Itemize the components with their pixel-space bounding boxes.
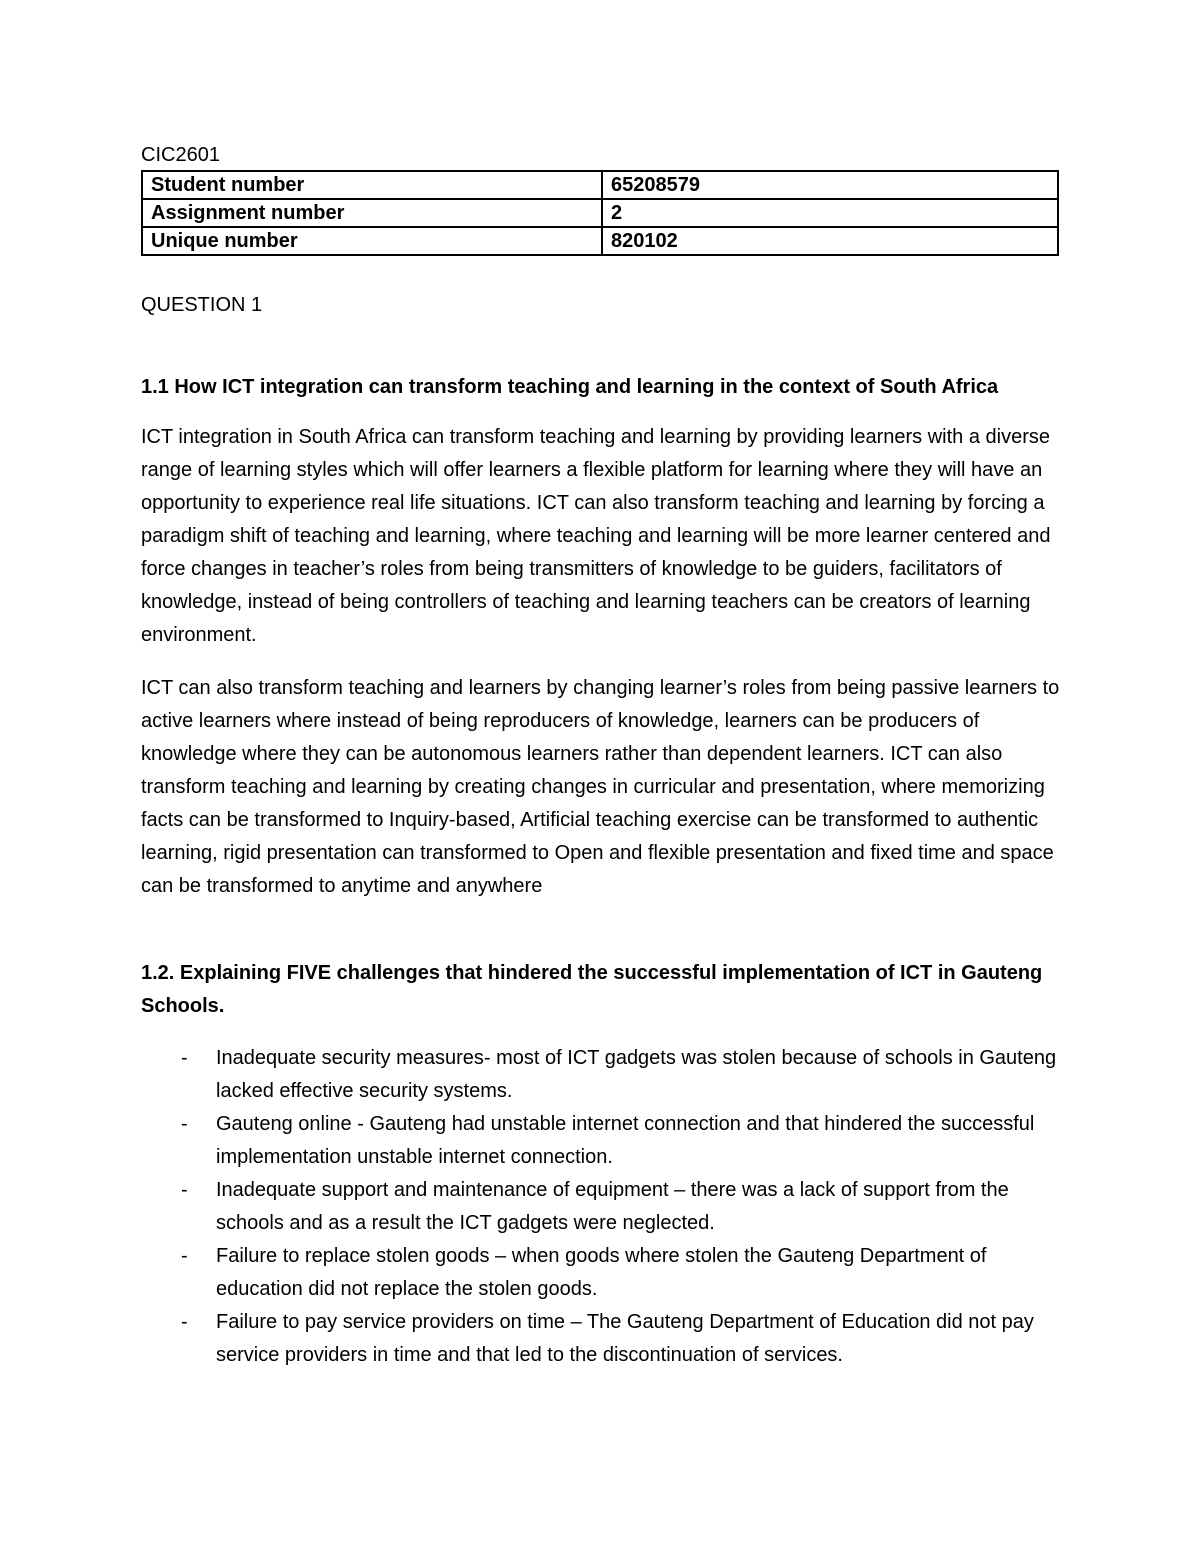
course-code: CIC2601 bbox=[141, 144, 220, 166]
list-item-text: Gauteng online - Gauteng had unstable internet connection and that hindered the successful implementation unstable internet connection. bbox=[216, 1113, 1035, 1168]
list-item-text: Failure to replace stolen goods – when goods where stolen the Gauteng Department of education did not replace the stolen goods. bbox=[216, 1245, 987, 1300]
list-item bbox=[141, 1108, 1061, 1174]
section-1-2-heading: 1.2. Explaining FIVE challenges that hindered the successful implementation of ICT in Gauteng Schools. bbox=[141, 962, 1043, 1017]
bullet-dash: - bbox=[181, 1311, 188, 1333]
list-item bbox=[141, 1042, 1061, 1108]
list-item bbox=[141, 1174, 1061, 1240]
list-item-text: Failure to pay service providers on time – The Gauteng Department of Education did not pay service providers in time and that led to the discontinuation of services. bbox=[216, 1311, 1034, 1366]
table-cell-label: Student number bbox=[142, 171, 602, 199]
table-cell-value: 2 bbox=[602, 199, 1058, 227]
body-paragraph: ICT integration in South Africa can transform teaching and learning by providing learners with a diverse range of learning styles which will offer learners a flexible platform for learning where they will have an opportunity to experience real life situations. ICT can also transform teaching and learning by forcing a paradigm shift of teaching and learning, where teaching and learning will be more learner centered and force changes in teacher’s roles from being transmitters of knowledge to be guiders, facilitators of knowledge, instead of being controllers of teaching and learning teachers can be creators of learning environment. bbox=[141, 426, 1051, 646]
student-info-table bbox=[141, 170, 1059, 256]
bullet-dash: - bbox=[181, 1245, 188, 1267]
table-row bbox=[142, 171, 1058, 199]
table-cell-value: 820102 bbox=[602, 227, 1058, 255]
list-item bbox=[141, 1306, 1061, 1372]
list-item bbox=[141, 1240, 1061, 1306]
section-1-1-heading: 1.1 How ICT integration can transform teaching and learning in the context of South Africa bbox=[141, 376, 999, 398]
table-row bbox=[142, 199, 1058, 227]
body-paragraph: ICT can also transform teaching and learners by changing learner’s roles from being passive learners to active learners where instead of being reproducers of knowledge, learners can be producers of knowledge where they can be autonomous learners rather than dependent learners. ICT can also transform teaching and learning by creating changes in curricular and presentation, where memorizing facts can be transformed to Inquiry-based, Artificial teaching exercise can be transformed to authentic learning, rigid presentation can transformed to Open and flexible presentation and fixed time and space can be transformed to anytime and anywhere bbox=[141, 677, 1060, 897]
table-cell-value: 65208579 bbox=[602, 171, 1058, 199]
bullet-dash: - bbox=[181, 1113, 188, 1135]
table-row bbox=[142, 227, 1058, 255]
bullet-dash: - bbox=[181, 1179, 188, 1201]
question-heading: QUESTION 1 bbox=[141, 294, 263, 316]
table-cell-label: Unique number bbox=[142, 227, 602, 255]
table-cell-label: Assignment number bbox=[142, 199, 602, 227]
challenges-list bbox=[141, 1042, 1061, 1372]
bullet-dash: - bbox=[181, 1047, 188, 1069]
list-item-text: Inadequate security measures- most of ICT gadgets was stolen because of schools in Gauteng lacked effective security systems. bbox=[216, 1047, 1057, 1102]
list-item-text: Inadequate support and maintenance of equipment – there was a lack of support from the schools and as a result the ICT gadgets were neglected. bbox=[216, 1179, 1009, 1234]
